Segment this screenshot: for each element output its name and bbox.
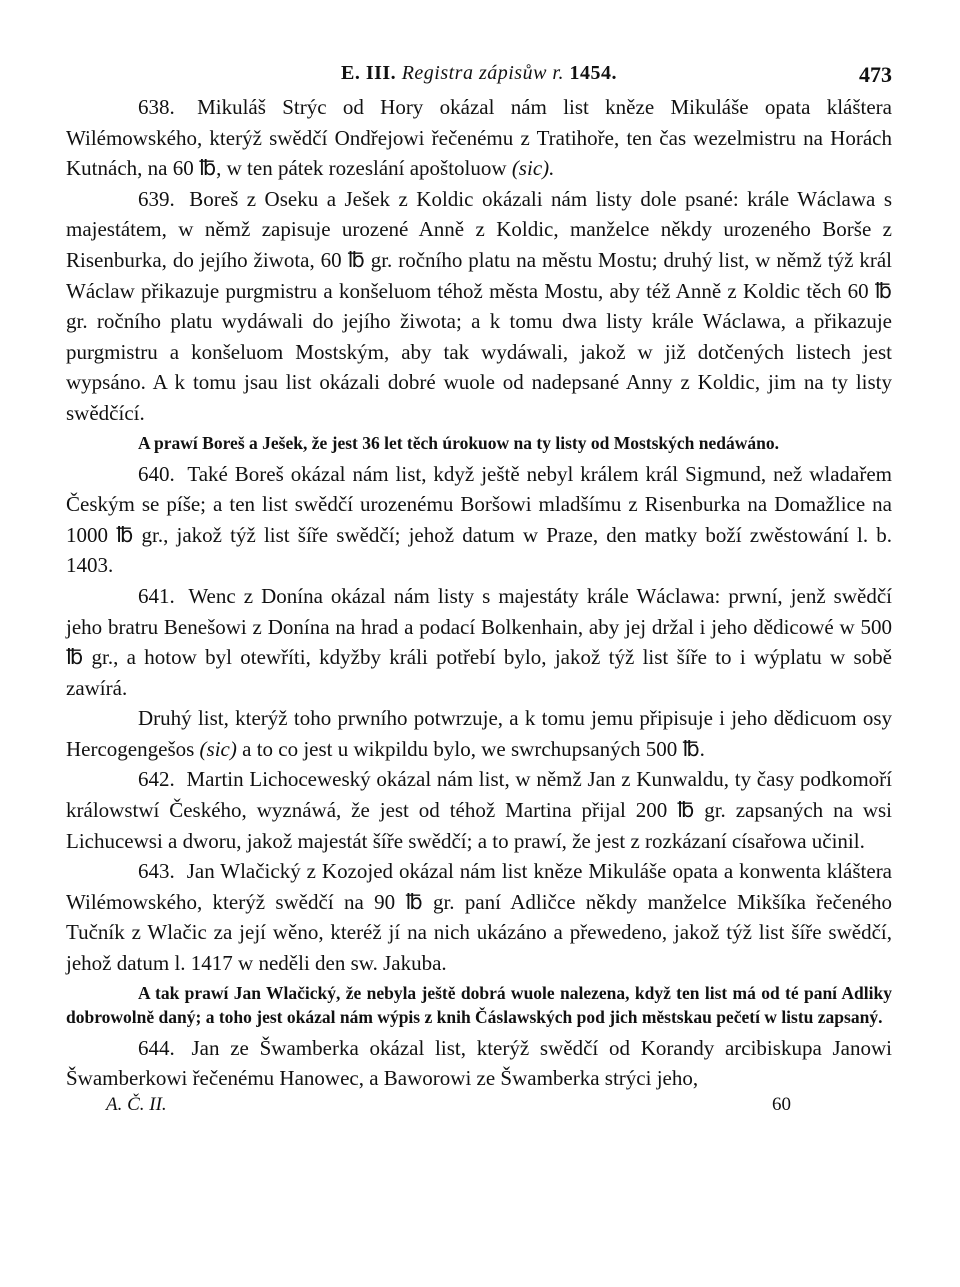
entry-number: 638.: [138, 95, 175, 119]
running-title: [66, 62, 892, 85]
entry-text: Jan ze Šwamberka okázal list, kterýž swědčí od Korandy arcibiskupa Janowi Šwamberkowi řečenému Hanowec, a Baworowi ze Šwamberka strýci jeho,: [66, 1035, 893, 1091]
entry-642: [66, 764, 892, 856]
entry-text: Martin Lichoceweský okázal nám list, w němž Jan z Kunwaldu, ty časy podkomoří králowstwí Českého, wyznáwá, že jest od téhož Martina přijal 200 ℔ gr. zapsaných na wsi Lichucewsi a dworu, jakož majestát šíře swědčí; a to prawí, že jest z rozkázaní císařowa učinil.: [66, 767, 893, 853]
sic-mark: (sic).: [511, 156, 555, 181]
entry-640: [66, 459, 892, 581]
page-number: 473: [859, 62, 892, 87]
entry-number: 641.: [138, 583, 175, 608]
entry-text: a to co jest u wikpildu bylo, we swrchupsaných 500 ℔.: [242, 736, 705, 761]
entry-number: 643.: [138, 859, 175, 884]
header-year: 1454.: [569, 62, 617, 84]
entry-number: 639.: [138, 186, 175, 211]
entry-text: Druhý list, kterýž toho prwního potwrzuje, a k tomu jemu připisuje i jeho dědicuom osy Hercogengešos: [66, 706, 892, 761]
entry-text: Mikuláš Strýc od Hory okázal nám list kněze Mikuláše opata kláštera Wilémowského, kterýž swědčí Ondřejowi řečenému z Tratihoře, ten čas wezelmistru na Horách Kutnách, na 60 ℔, w ten pátek rozeslání apoštoluow: [66, 95, 892, 181]
entry-text: Jan Wlačický z Kozojed okázal nám list kněze Mikuláše opata a konwenta kláštera Wilémowského, kterýž swědčí na 90 ℔ gr. paní Adličce někdy manželce Mikšíka řečeného Tučník z Wlačic za její wěno, kteréž jí na nich ukázáno a přewedeno, jakož týž list šíře swědčí, jehož datum l. 1417 w neděli den sw. Jakuba.: [66, 859, 893, 976]
signature-mark: A. Č. II.: [106, 1093, 167, 1115]
header-title: Registra zápisůw r.: [401, 62, 564, 84]
entry-644: [66, 1033, 892, 1094]
entry-number: 642.: [138, 767, 175, 792]
entry-641: [66, 581, 892, 703]
sic-mark: (sic): [199, 736, 237, 761]
page-header: [66, 58, 892, 92]
entry-639-note: A prawí Boreš a Ješek, že jest 36 let těch úrokuow na ty listy od Mostských nedáwáno.: [138, 432, 780, 453]
entry-643-note: A tak prawí Jan Wlačický, že nebyla ještě dobrá wuole nalezena, když ten list má od té paní Adliky dobrowolně daný; a toho jest okázal nám wýpis z knih Čáslawských pod jich městskau pečetí w listu zapsaný.: [66, 982, 892, 1027]
document-page: [66, 58, 892, 1122]
page-footer: [66, 1094, 892, 1122]
entry-643: [66, 856, 892, 978]
header-section: E. III.: [340, 62, 397, 84]
entry-text: Také Boreš okázal nám list, když ještě nebyl králem král Sigmund, než wladařem Českým se píše; a ten list swědčí urozenému Boršowi mladšímu z Risenburka na Domažlice na 1000 ℔ gr., jakož týž list šíře swědčí; jehož datum w Praze, den matky boží zwěstowání l. b. 1403.: [66, 461, 892, 578]
entry-638: [66, 92, 892, 184]
entry-number: 644.: [138, 1035, 175, 1060]
entry-number: 640.: [138, 461, 175, 486]
entry-text: Boreš z Oseku a Ješek z Koldic okázali nám listy dole psané: krále Wáclawa s majestátem, w němž zapisuje urozené Anně z Koldic, manželce někdy urozeného Borše z Risenburka, do jejího žiwota, 60 ℔ gr. ročního platu na městu Mostu; druhý list, w němž týž král Wáclaw přikazuje purgmistru a konšeluom téhož města Mostu, aby též Anně z Koldic těch 60 ℔ gr. ročního platu wydáwali do jejího žiwota; a k tomu dwa listy krále Wáclawa, a přikazuje purgmistru a konšeluom Mostským, aby tak wydáwali, jakož w již dotčených listech jest wypsáno. A k tomu jsau list okázali dobré wuole od nadepsané Anny z Koldic, jim na ty listy swědčící.: [66, 186, 893, 425]
sheet-number: 60: [772, 1093, 791, 1115]
entry-639: [66, 184, 892, 429]
entry-text: Wenc z Donína okázal nám listy s majestáty krále Wáclawa: prwní, jenž swědčí jeho bratru Benešowi z Donína na hrad a podací Bolkenhain, aby jej držal i jeho dědicowé w 500 ℔ gr., a hotow byl otewříti, kdyžby králi potřebí bylo, jakož týž list šíře to i wýplatu w sobě zawírá.: [66, 583, 892, 700]
entry-641-continuation: [66, 703, 892, 764]
